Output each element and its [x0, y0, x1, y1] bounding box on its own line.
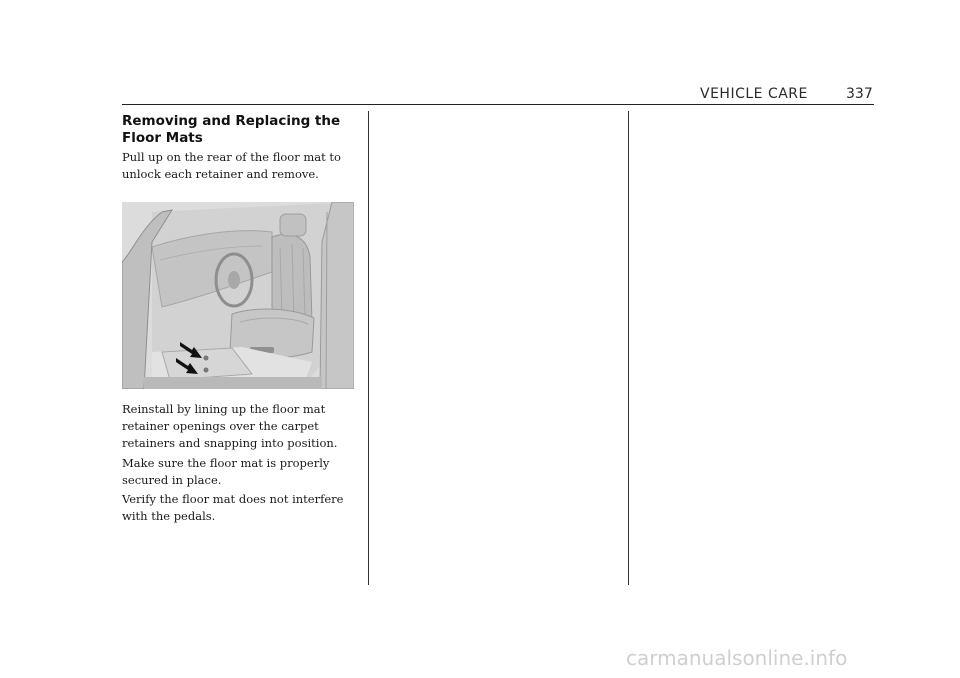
paragraph-pedals: Verify the floor mat does not interfere with the pedals. [122, 492, 344, 523]
header-rule [122, 104, 874, 105]
column-divider-1 [368, 111, 369, 585]
page-number: 337 [846, 86, 873, 102]
paragraph-secure: Make sure the floor mat is properly secured in place. [122, 456, 330, 487]
column-divider-2 [628, 111, 629, 585]
paragraph-remove: Pull up on the rear of the floor mat to unlock each retainer and remove. [122, 150, 341, 181]
watermark: carmanualsonline.info [626, 646, 848, 670]
paragraph-reinstall: Reinstall by lining up the floor mat retainer openings over the carpet retainers and snapping into position. [122, 402, 338, 450]
page-header-title: VEHICLE CARE [700, 86, 808, 102]
section-heading: Removing and Replacing the Floor Mats [122, 113, 341, 146]
floor-mat-illustration [122, 202, 354, 389]
